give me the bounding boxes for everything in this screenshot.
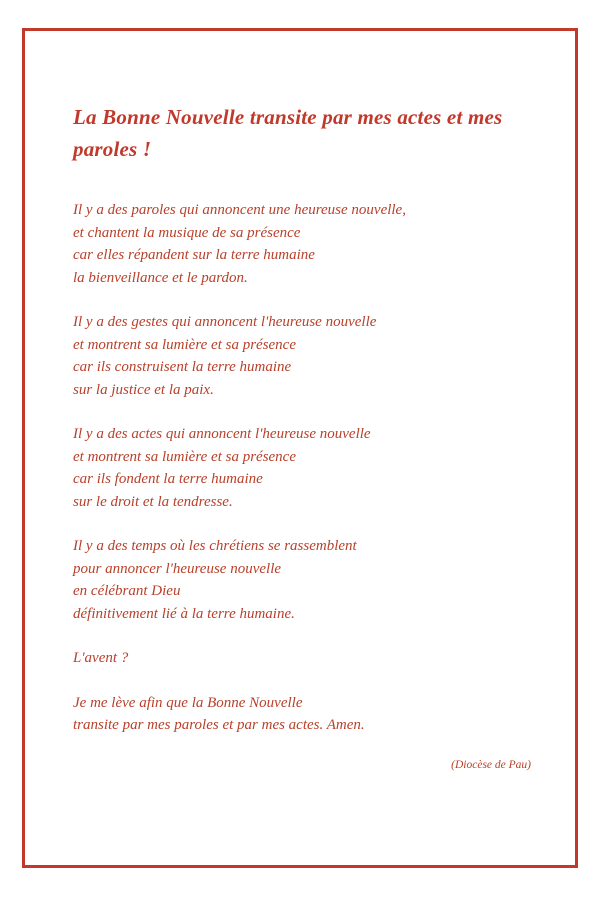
poem-line: car ils construisent la terre humaine <box>73 359 292 375</box>
stanza <box>73 423 535 513</box>
poem-line: définitivement lié à la terre humaine. <box>73 605 295 622</box>
attribution: (Diocèse de Pau) <box>451 758 531 771</box>
poem-line: Il y a des temps où les chrétiens se rassemblent <box>73 538 357 554</box>
poem-line: transite par mes paroles et par mes actes. Amen. <box>73 717 365 733</box>
poem-line: car elles répandent sur la terre humaine <box>73 247 315 263</box>
poem-line: L'avent ? <box>73 650 129 666</box>
stanza <box>73 692 535 737</box>
poem-line: pour annoncer l'heureuse nouvelle <box>73 560 282 577</box>
poem-line: et chantent la musique de sa présence <box>73 224 301 241</box>
poem-line: sur le droit et la tendresse. <box>73 493 233 510</box>
stanza <box>73 647 535 670</box>
page-title: La Bonne Nouvelle transite par mes actes et mes paroles ! <box>73 105 503 161</box>
poem-line: et montrent sa lumière et sa présence <box>73 336 297 353</box>
stanza <box>73 199 535 289</box>
poem-line: sur la justice et la paix. <box>73 381 214 398</box>
poem-body <box>73 199 535 737</box>
stanza <box>73 535 535 625</box>
poem-line: en célébrant Dieu <box>73 583 181 599</box>
poem-line: Il y a des actes qui annoncent l'heureuse nouvelle <box>73 426 371 442</box>
poem-line: car ils fondent la terre humaine <box>73 471 263 487</box>
stanza <box>73 311 535 401</box>
poem-line: Il y a des paroles qui annoncent une heureuse nouvelle, <box>73 202 406 218</box>
poem-line: Je me lève afin que la Bonne Nouvelle <box>73 694 303 711</box>
decorative-border-frame <box>22 28 578 868</box>
document-content <box>73 101 535 845</box>
poem-line: et montrent sa lumière et sa présence <box>73 448 297 465</box>
poem-line: Il y a des gestes qui annoncent l'heureuse nouvelle <box>73 314 377 330</box>
poem-line: la bienveillance et le pardon. <box>73 269 248 286</box>
